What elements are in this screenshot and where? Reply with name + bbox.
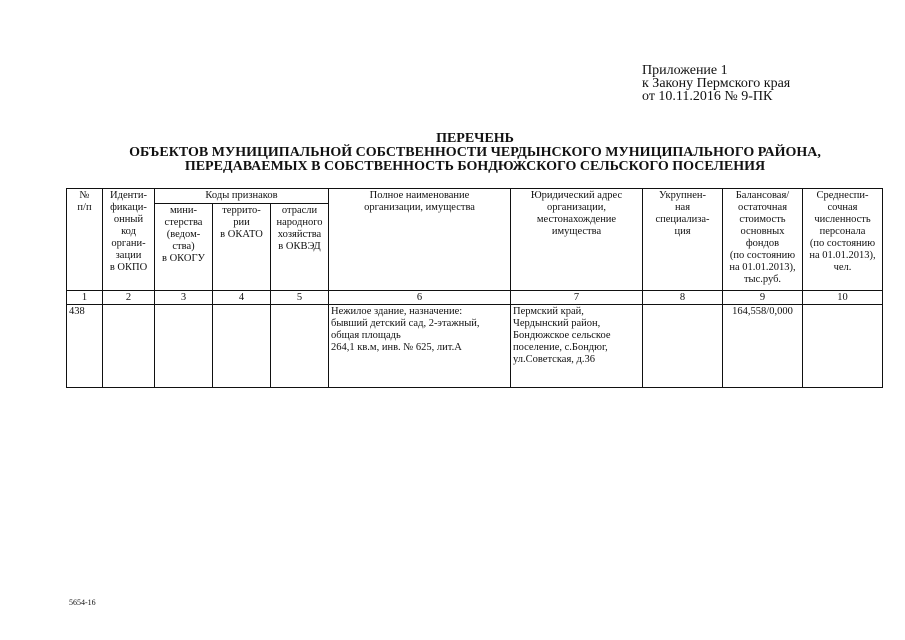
header-address: Юридический адрес организации, местонахождение имущества [511, 189, 643, 291]
cell-num: 438 [67, 305, 103, 388]
header-okato: террито- рии в ОКАТО [213, 204, 271, 291]
title-line-1: ПЕРЕЧЕНЬ [436, 131, 514, 146]
footer-code: 5654-16 [69, 598, 96, 607]
header-num: № п/п [67, 189, 103, 291]
cell-spec [643, 305, 723, 388]
column-number: 3 [155, 291, 213, 305]
header-name: Полное наименование организации, имущества [329, 189, 511, 291]
column-number: 2 [103, 291, 155, 305]
column-number: 9 [723, 291, 803, 305]
column-number: 7 [511, 291, 643, 305]
header-spec: Укрупнен- ная специализа- ция [643, 189, 723, 291]
header-row-1 [67, 189, 883, 204]
column-number: 5 [271, 291, 329, 305]
document-title [60, 132, 890, 174]
header-okpo: Иденти- фикаци- онный код органи- зации в ОКПО [103, 189, 155, 291]
property-table [66, 188, 883, 388]
header-okogu: мини- стерства (ведом- ства) в ОКОГУ [155, 204, 213, 291]
cell-okved [271, 305, 329, 388]
table-row [67, 305, 883, 388]
column-number: 6 [329, 291, 511, 305]
cell-name: Нежилое здание, назначение: бывший детский сад, 2-этажный, общая площадь 264,1 кв.м, инв. № 625, лит.А [329, 305, 511, 388]
cell-address: Пермский край, Чердынский район, Бондюжское сельское поселение, с.Бондюг, ул.Советская, д.36 [511, 305, 643, 388]
appendix-line-3: от 10.11.2016 № 9-ПК [642, 89, 773, 104]
header-balance: Балансовая/ остаточная стоимость основных фондов (по состоянию на 01.01.2013), тыс.руб. [723, 189, 803, 291]
title-line-2: ОБЪЕКТОВ МУНИЦИПАЛЬНОЙ СОБСТВЕННОСТИ ЧЕРДЫНСКОГО МУНИЦИПАЛЬНОГО РАЙОНА, [129, 145, 821, 160]
header-okved: отрасли народного хозяйства в ОКВЭД [271, 204, 329, 291]
column-number: 8 [643, 291, 723, 305]
cell-okpo [103, 305, 155, 388]
header-codes-group: Коды признаков [155, 189, 329, 204]
appendix-line-2: к Закону Пермского края [642, 76, 791, 91]
cell-okato [213, 305, 271, 388]
column-number: 1 [67, 291, 103, 305]
cell-balance: 164,558/0,000 [723, 305, 803, 388]
appendix-block [642, 64, 790, 103]
cell-okogu [155, 305, 213, 388]
appendix-line-1: Приложение 1 [642, 63, 728, 78]
cell-staff [803, 305, 883, 388]
title-line-3: ПЕРЕДАВАЕМЫХ В СОБСТВЕННОСТЬ БОНДЮЖСКОГО СЕЛЬСКОГО ПОСЕЛЕНИЯ [184, 159, 766, 174]
header-staff: Среднеспи- сочная численность персонала (по состоянию на 01.01.2013), чел. [803, 189, 883, 291]
column-number-row [67, 291, 883, 305]
column-number: 4 [213, 291, 271, 305]
column-number: 10 [803, 291, 883, 305]
